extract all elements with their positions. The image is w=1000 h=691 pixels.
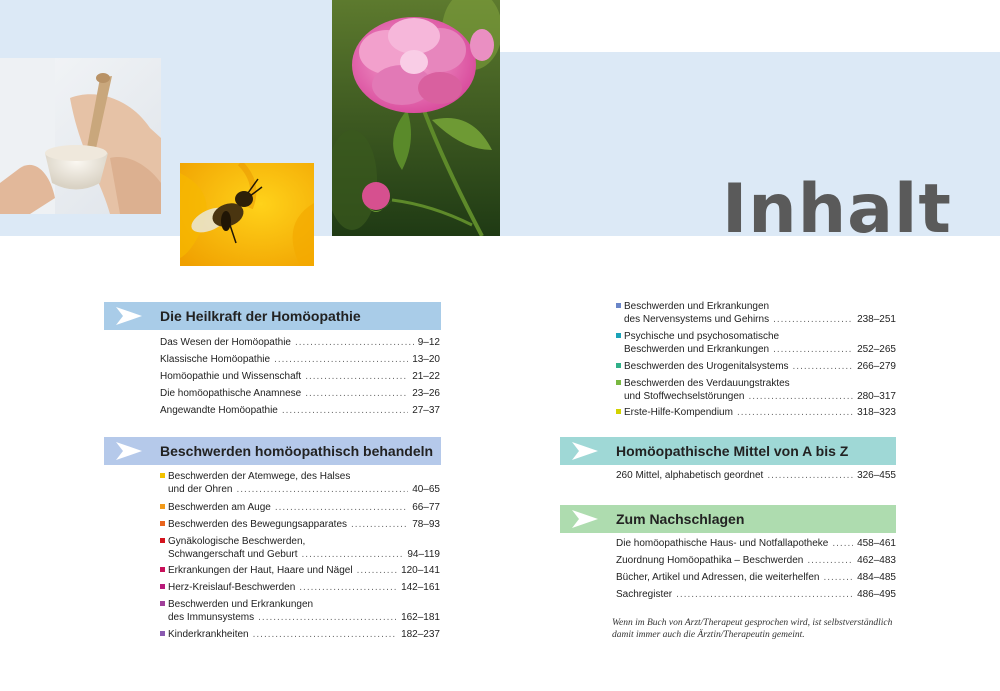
color-bullet xyxy=(160,567,165,572)
footnote-line: damit immer auch die Ärztin/Therapeutin gemeint. xyxy=(612,630,805,640)
leader-dots xyxy=(299,581,397,594)
leader-dots xyxy=(305,387,408,400)
toc-entry[interactable] xyxy=(160,387,440,400)
color-bullet xyxy=(160,601,165,606)
color-bullet xyxy=(160,631,165,636)
toc-entry-pages: 238–251 xyxy=(857,314,896,325)
toc-entry-title: und der Ohren xyxy=(168,484,233,495)
page-title: Inhalt xyxy=(722,170,952,249)
leader-dots xyxy=(302,548,404,561)
leader-dots xyxy=(823,571,853,584)
footnote xyxy=(612,617,912,641)
leader-dots xyxy=(274,353,408,366)
toc-entry-title: des Immunsystems xyxy=(168,612,255,623)
toc-entry-pages: 142–161 xyxy=(401,582,440,593)
toc-entry-title: Die homöopathische Anamnese xyxy=(160,388,302,399)
toc-entry-title: Beschwerden und Erkrankungen xyxy=(624,344,770,355)
toc-entry-title: des Nervensystems und Gehirns xyxy=(624,314,770,325)
chevron-right-icon xyxy=(104,437,160,465)
color-bullet xyxy=(616,333,621,338)
leader-dots xyxy=(832,537,853,550)
color-bullet xyxy=(160,473,165,478)
leader-dots xyxy=(357,564,398,577)
toc-entry-title: Angewandte Homöopathie xyxy=(160,405,278,416)
toc-entry[interactable] xyxy=(624,406,896,419)
leader-dots xyxy=(305,370,408,383)
section-header-nachschlagen xyxy=(560,505,896,533)
toc-entry-pages: 182–237 xyxy=(401,629,440,640)
leader-dots xyxy=(282,404,408,417)
toc-entry-title: Klassische Homöopathie xyxy=(160,354,271,365)
toc-entry[interactable] xyxy=(168,518,440,531)
color-bullet xyxy=(616,363,621,368)
toc-entry-pages: 27–37 xyxy=(412,405,440,416)
section-header-heilkraft xyxy=(104,302,441,330)
toc-entry-pages: 78–93 xyxy=(412,519,440,530)
color-bullet xyxy=(616,409,621,414)
color-bullet xyxy=(160,584,165,589)
toc-entry-title: und Stoffwechselstörungen xyxy=(624,391,745,402)
toc-entry-title: Erste-Hilfe-Kompendium xyxy=(624,407,733,418)
toc-entry-pages: 94–119 xyxy=(407,549,440,560)
toc-entry-title: Schwangerschaft und Geburt xyxy=(168,549,298,560)
toc-entry-pages: 462–483 xyxy=(857,555,896,566)
toc-entry-pages: 66–77 xyxy=(412,502,440,513)
footnote-line: Wenn im Buch von Arzt/Therapeut gesprochen wird, ist selbstverständlich xyxy=(612,618,893,628)
toc-entry-title-line1: Beschwerden der Atemwege, des Halses xyxy=(168,471,351,482)
toc-entry[interactable] xyxy=(160,370,440,383)
toc-entry[interactable] xyxy=(168,535,440,561)
section-header-beschwerden xyxy=(104,437,441,465)
toc-entry[interactable] xyxy=(160,353,440,366)
toc-entry-title: Erkrankungen der Haut, Haare und Nägel xyxy=(168,565,353,576)
toc-entry[interactable] xyxy=(624,330,896,356)
toc-entry-title: Beschwerden am Auge xyxy=(168,502,271,513)
leader-dots xyxy=(253,628,397,641)
section-header-label: Beschwerden homöopathisch behandeln xyxy=(160,443,434,459)
chevron-right-icon xyxy=(560,505,616,533)
toc-entry-pages: 486–495 xyxy=(857,589,896,600)
toc-entry-title: Sachregister xyxy=(616,589,673,600)
section-header-mittel xyxy=(560,437,896,465)
leader-dots xyxy=(793,360,854,373)
peony-photo xyxy=(332,0,500,236)
toc-entry[interactable] xyxy=(168,598,440,624)
toc-entry-title-line1: Psychische und psychosomatische xyxy=(624,331,780,342)
toc-entry-pages: 280–317 xyxy=(857,391,896,402)
mortar-pestle-photo xyxy=(0,58,161,214)
toc-entry-title: Beschwerden des Urogenitalsystems xyxy=(624,361,789,372)
leader-dots xyxy=(737,406,853,419)
leader-dots xyxy=(237,483,409,496)
toc-entry-title: Herz-Kreislauf-Beschwerden xyxy=(168,582,296,593)
leader-dots xyxy=(748,390,853,403)
toc-entry-title: Die homöopathische Haus- und Notfallapotheke xyxy=(616,538,829,549)
toc-entry[interactable] xyxy=(624,377,896,403)
toc-entry[interactable] xyxy=(168,470,440,496)
toc-entry[interactable] xyxy=(616,588,896,601)
toc-entry-title-line1: Gynäkologische Beschwerden, xyxy=(168,536,306,547)
toc-entry-pages: 13–20 xyxy=(412,354,440,365)
leader-dots xyxy=(807,554,853,567)
color-bullet xyxy=(160,538,165,543)
color-bullet xyxy=(160,521,165,526)
toc-entry-pages: 162–181 xyxy=(401,612,440,623)
toc-entry-title-line1: Beschwerden des Verdauungstraktes xyxy=(624,378,790,389)
toc-entry-title: Homöopathie und Wissenschaft xyxy=(160,371,302,382)
toc-entry-title: Bücher, Artikel und Adressen, die weiterhelfen xyxy=(616,572,820,583)
toc-entry[interactable] xyxy=(168,564,440,577)
leader-dots xyxy=(773,313,853,326)
chevron-right-icon xyxy=(560,437,616,465)
toc-entry-title: Das Wesen der Homöopathie xyxy=(160,337,291,348)
toc-entry[interactable] xyxy=(616,469,896,482)
toc-entry[interactable] xyxy=(160,404,440,417)
toc-entry-title: Zuordnung Homöopathika – Beschwerden xyxy=(616,555,804,566)
section-header-label: Zum Nachschlagen xyxy=(616,511,745,527)
color-bullet xyxy=(160,504,165,509)
toc-entry-title: 260 Mittel, alphabetisch geordnet xyxy=(616,470,764,481)
leader-dots xyxy=(773,343,853,356)
color-bullet xyxy=(616,303,621,308)
toc-entry-pages: 9–12 xyxy=(417,337,440,348)
toc-entry[interactable] xyxy=(616,537,896,550)
toc-entry-pages: 120–141 xyxy=(401,565,440,576)
toc-entry-pages: 318–323 xyxy=(857,407,896,418)
color-bullet xyxy=(616,380,621,385)
toc-entry[interactable] xyxy=(624,300,896,326)
toc-entry-pages: 40–65 xyxy=(412,484,440,495)
leader-dots xyxy=(258,611,397,624)
leader-dots xyxy=(767,469,853,482)
toc-entry-title-line1: Beschwerden und Erkrankungen xyxy=(168,599,314,610)
toc-entry-pages: 266–279 xyxy=(857,361,896,372)
section-header-label: Die Heilkraft der Homöopathie xyxy=(160,308,361,324)
leader-dots xyxy=(676,588,853,601)
toc-entry[interactable] xyxy=(168,628,440,641)
leader-dots xyxy=(295,336,414,349)
toc-entry-pages: 326–455 xyxy=(857,470,896,481)
toc-entry-title: Kinderkrankheiten xyxy=(168,629,249,640)
toc-entry-pages: 252–265 xyxy=(857,344,896,355)
leader-dots xyxy=(275,501,408,514)
section-header-label: Homöopathische Mittel von A bis Z xyxy=(616,443,849,459)
leader-dots xyxy=(351,518,408,531)
toc-entry[interactable] xyxy=(160,336,440,349)
toc-entry[interactable] xyxy=(616,554,896,567)
toc-entry-title: Beschwerden des Bewegungsapparates xyxy=(168,519,348,530)
bee-on-sunflower-photo xyxy=(180,163,314,266)
toc-entry[interactable] xyxy=(168,581,440,594)
chevron-right-icon xyxy=(104,302,160,330)
toc-entry-pages: 21–22 xyxy=(412,371,440,382)
toc-entry[interactable] xyxy=(168,501,440,514)
toc-entry-pages: 484–485 xyxy=(857,572,896,583)
toc-entry[interactable] xyxy=(624,360,896,373)
toc-entry-pages: 23–26 xyxy=(412,388,440,399)
toc-entry[interactable] xyxy=(616,571,896,584)
toc-entry-pages: 458–461 xyxy=(857,538,896,549)
toc-entry-title-line1: Beschwerden und Erkrankungen xyxy=(624,301,770,312)
